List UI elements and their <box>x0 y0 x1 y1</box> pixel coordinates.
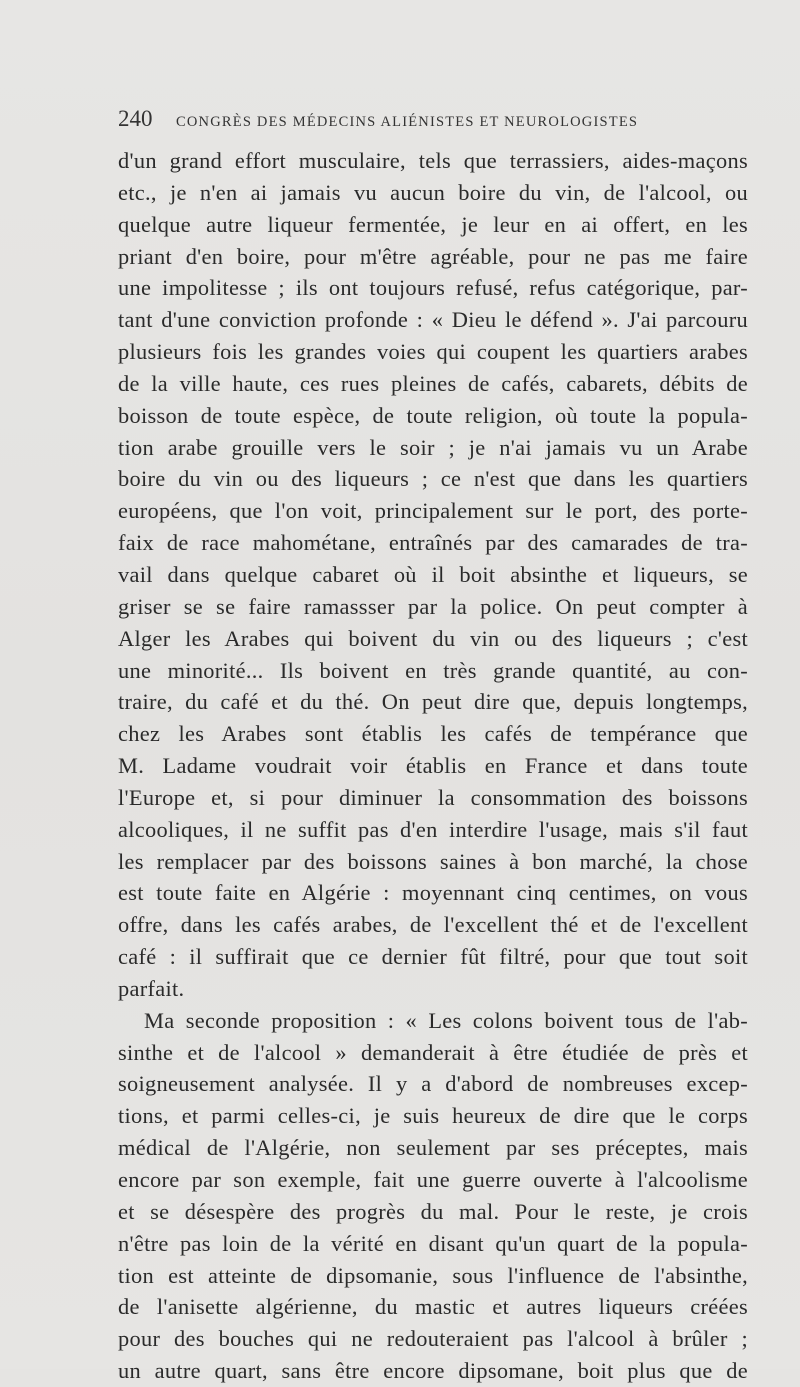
text-line: traire, du café et du thé. On peut dire que, depuis longtemps, <box>118 689 748 715</box>
text-line: de la ville haute, ces rues pleines de cafés, cabarets, débits de <box>118 370 748 396</box>
text-line: Ma seconde proposition : « Les colons boivent tous de l'ab- <box>144 1007 748 1033</box>
text-line: d'un grand effort musculaire, tels que terrassiers, aides-maçons <box>118 148 748 173</box>
text-line: est toute faite en Algérie : moyennant cinq centimes, on vous <box>118 880 748 906</box>
text-line: un autre quart, sans être encore dipsomane, boit plus que de <box>118 1358 748 1384</box>
running-title: CONGRÈS DES MÉDECINS ALIÉNISTES ET NEUROLOGISTES <box>176 114 639 130</box>
text-line: café : il suffirait que ce dernier fût filtré, pour que tout soit <box>118 944 748 970</box>
text-line: n'être pas loin de la vérité en disant qu'un quart de la popula- <box>118 1230 748 1256</box>
page-header <box>118 106 678 136</box>
text-line: tion arabe grouille vers le soir ; je n'ai jamais vu un Arabe <box>118 434 748 460</box>
text-line: quelque autre liqueur fermentée, je leur en ai offert, en les <box>118 211 748 237</box>
text-line: une minorité... Ils boivent en très grande quantité, au con- <box>118 657 748 683</box>
text-line: encore par son exemple, fait une guerre ouverte à l'alcoolisme <box>118 1167 748 1192</box>
text-line: griser se se faire ramassser par la police. On peut compter à <box>118 593 748 619</box>
text-line: une impolitesse ; ils ont toujours refusé, refus catégorique, par- <box>118 275 748 301</box>
text-line: M. Ladame voudrait voir établis en France et dans toute <box>118 753 748 779</box>
text-line: alcooliques, il ne suffit pas d'en interdire l'usage, mais s'il faut <box>118 816 748 842</box>
text-line: boisson de toute espèce, de toute religion, où toute la popula- <box>118 402 748 428</box>
text-line: etc., je n'en ai jamais vu aucun boire du vin, de l'alcool, ou <box>118 179 748 205</box>
text-line: l'Europe et, si pour diminuer la consommation des boissons <box>118 784 748 810</box>
text-line: tant d'une conviction profonde : « Dieu le défend ». J'ai parcouru <box>118 307 748 333</box>
text-line: médical de l'Algérie, non seulement par ses préceptes, mais <box>118 1135 748 1161</box>
text-line: priant d'en boire, pour m'être agréable, pour ne pas me faire <box>118 243 748 269</box>
text-line: soigneusement analysée. Il y a d'abord de nombreuses excep- <box>118 1071 748 1097</box>
body-text <box>118 145 748 1387</box>
text-line: tion est atteinte de dipsomanie, sous l'influence de l'absinthe, <box>118 1262 748 1288</box>
page-number: 240 <box>118 106 153 131</box>
text-line: offre, dans les cafés arabes, de l'excellent thé et de l'excellent <box>118 912 748 938</box>
text-line: de l'anisette algérienne, du mastic et autres liqueurs créées <box>118 1294 748 1320</box>
text-line: parfait. <box>118 975 185 1001</box>
text-line: faix de race mahométane, entraînés par des camarades de tra- <box>118 530 748 556</box>
text-line: vail dans quelque cabaret où il boit absinthe et liqueurs, se <box>118 561 748 587</box>
text-line: tions, et parmi celles-ci, je suis heureux de dire que le corps <box>118 1103 748 1129</box>
text-line: pour des bouches qui ne redouteraient pas l'alcool à brûler ; <box>118 1326 748 1352</box>
text-line: sinthe et de l'alcool » demanderait à être étudiée de près et <box>118 1039 748 1065</box>
text-line: et se désespère des progrès du mal. Pour le reste, je crois <box>118 1198 748 1224</box>
text-line: plusieurs fois les grandes voies qui coupent les quartiers arabes <box>118 339 748 365</box>
text-line: chez les Arabes sont établis les cafés de tempérance que <box>118 721 748 747</box>
text-line: les remplacer par des boissons saines à bon marché, la chose <box>118 848 748 874</box>
text-line: Alger les Arabes qui boivent du vin ou des liqueurs ; c'est <box>118 625 748 651</box>
text-line: européens, que l'on voit, principalement sur le port, des porte- <box>118 498 748 524</box>
text-line: boire du vin ou des liqueurs ; ce n'est que dans les quartiers <box>118 466 748 492</box>
